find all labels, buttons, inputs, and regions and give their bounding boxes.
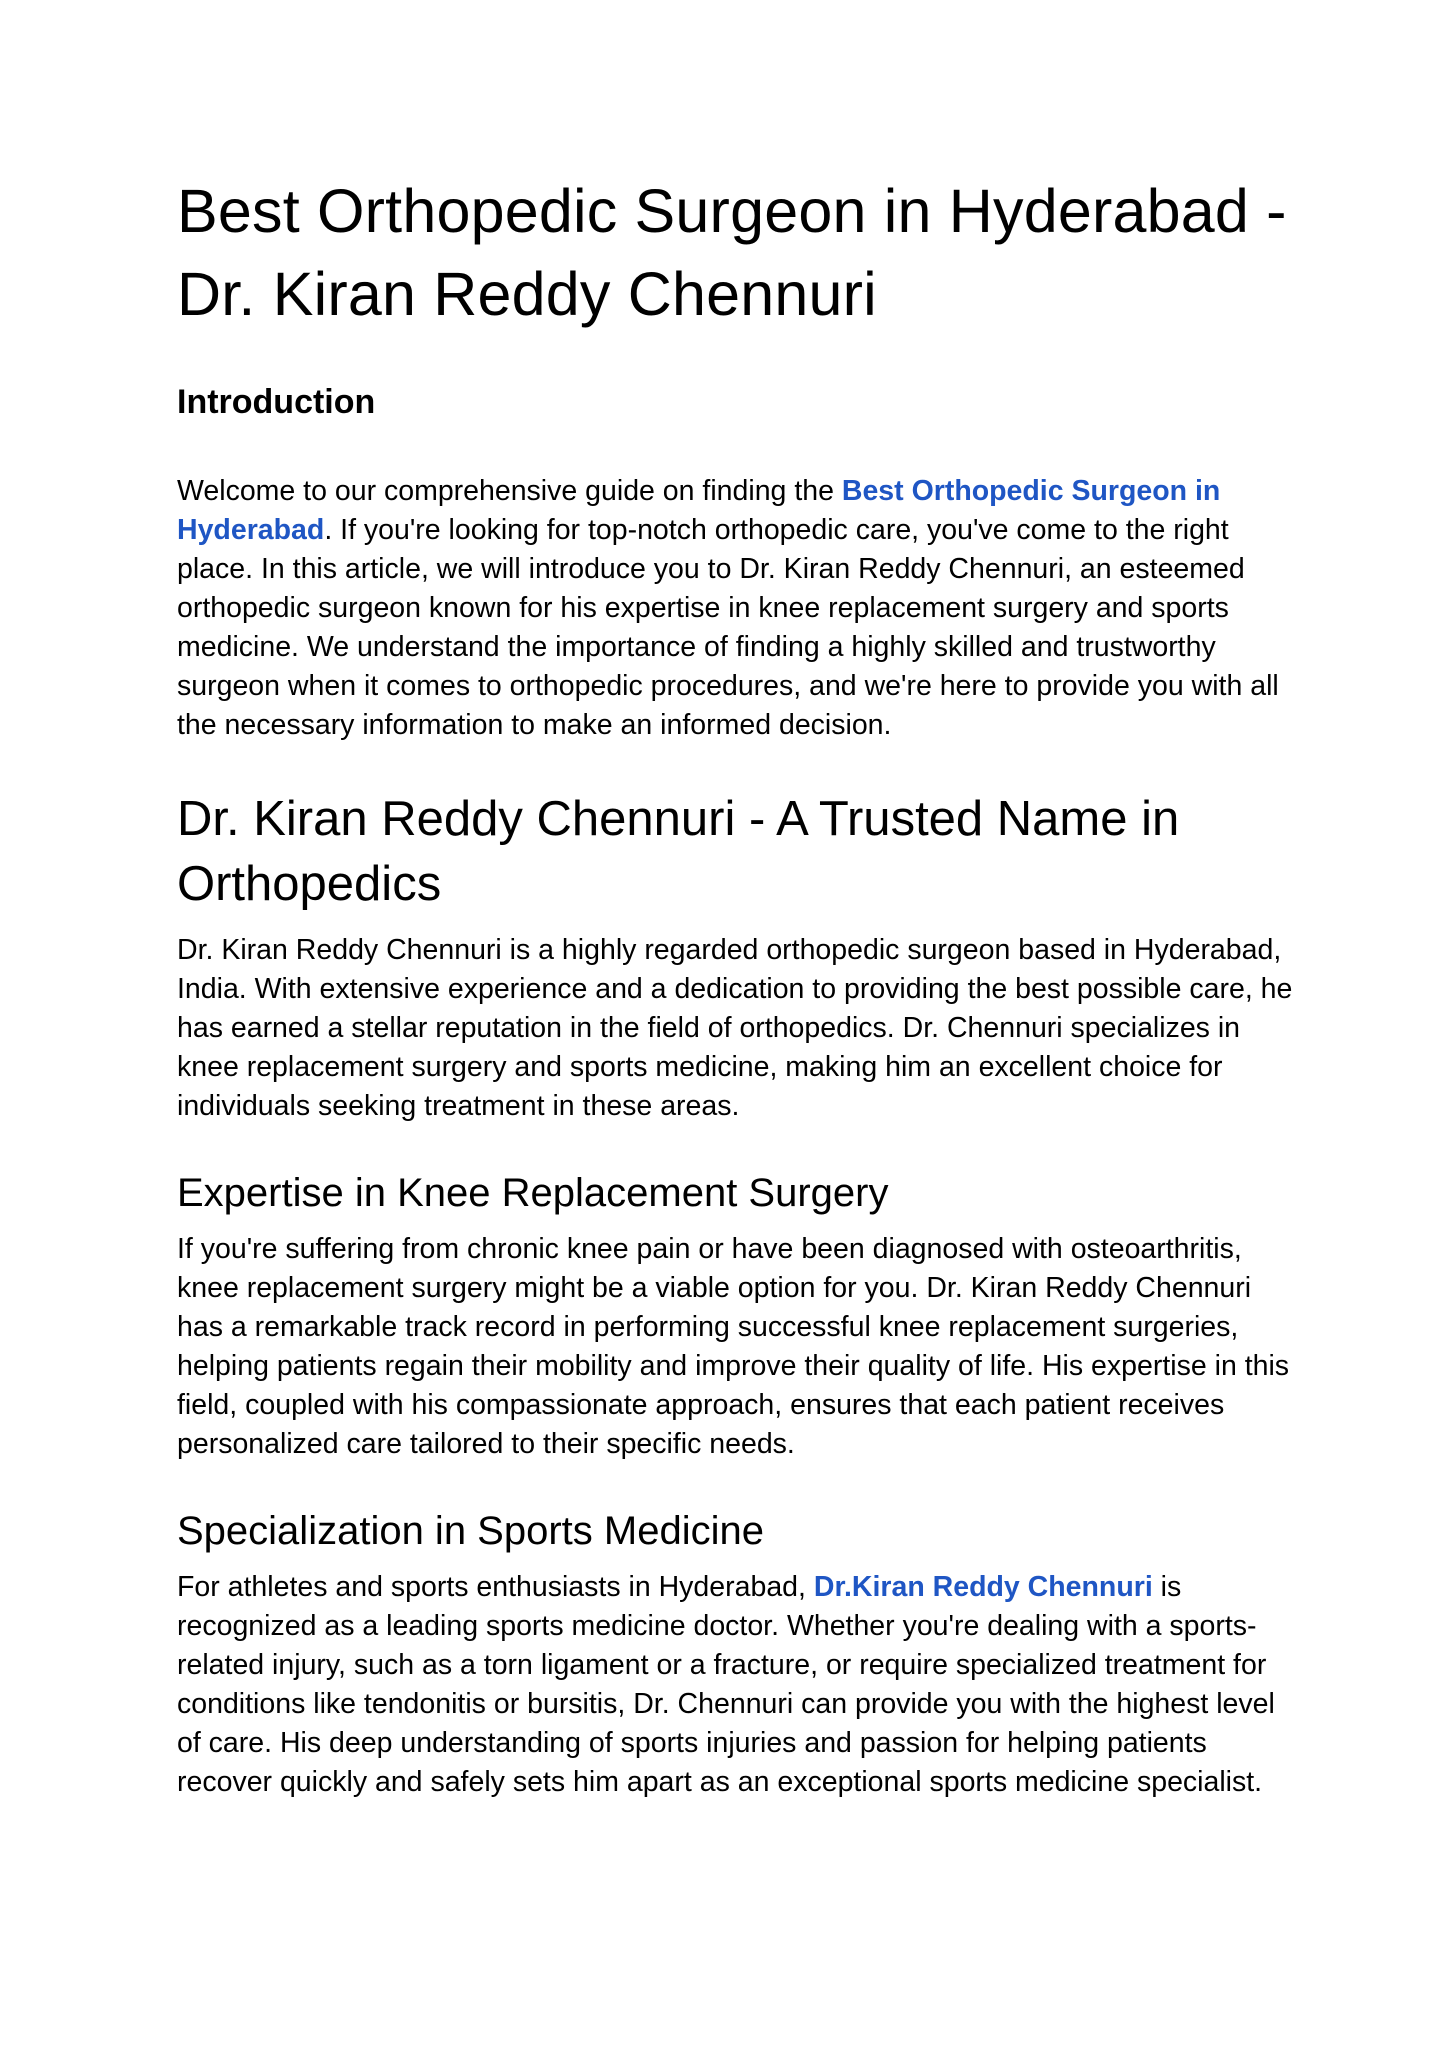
knee-replacement-paragraph: If you're suffering from chronic knee pain or have been diagnosed with osteoarthritis, knee replacement surgery might be a viable option for you. Dr. Kiran Reddy Chennuri has a remarkable track record in performing successful knee replacement surgeries, helping patients regain their mobility and improve their quality of life. His expertise in this field, coupled with his compassionate approach, ensures that each patient receives personalized care tailored to their specific needs. <box>177 1233 1290 1460</box>
best-orthopedic-surgeon-link[interactable]: Best Orthopedic Surgeon in Hyderabad <box>177 475 1221 546</box>
document-page <box>177 170 1297 1802</box>
sports-medicine-heading: Specialization in Sports Medicine <box>177 1509 764 1553</box>
trusted-name-heading: Dr. Kiran Reddy Chennuri - A Trusted Name in Orthopedics <box>177 792 1180 911</box>
sports-medicine-paragraph <box>177 1568 1297 1802</box>
trusted-name-paragraph: Dr. Kiran Reddy Chennuri is a highly regarded orthopedic surgeon based in Hyderabad, India. With extensive experience and a dedication to providing the best possible care, he has earned a stellar reputation in the field of orthopedics. Dr. Chennuri specializes in knee replacement surgery and sports medicine, making him an excellent choice for individuals seeking treatment in these areas. <box>177 934 1293 1122</box>
introduction-text-start: Welcome to our comprehensive guide on finding the <box>177 475 842 507</box>
sports-text-end: is recognized as a leading sports medicine doctor. Whether you're dealing with a sports-related injury, such as a torn ligament or a fracture, or require specialized treatment for conditions like tendonitis or bursitis, Dr. Chennuri can provide you with the highest level of care. His deep understanding of sports injuries and passion for helping patients recover quickly and safely sets him apart as an exceptional sports medicine specialist. <box>177 1571 1275 1798</box>
introduction-text-end: . If you're looking for top-notch orthopedic care, you've come to the right place. In this article, we will introduce you to Dr. Kiran Reddy Chennuri, an esteemed orthopedic surgeon known for his expertise in knee replacement surgery and sports medicine. We understand the importance of finding a highly skilled and trustworthy surgeon when it comes to orthopedic procedures, and we're here to provide you with all the necessary information to make an informed decision. <box>177 514 1279 741</box>
page-title: Best Orthopedic Surgeon in Hyderabad - Dr. Kiran Reddy Chennuri <box>177 177 1287 328</box>
dr-kiran-reddy-chennuri-link[interactable]: Dr.Kiran Reddy Chennuri <box>813 1571 1153 1603</box>
knee-replacement-heading: Expertise in Knee Replacement Surgery <box>177 1171 889 1215</box>
introduction-heading: Introduction <box>177 383 376 421</box>
sports-text-start: For athletes and sports enthusiasts in Hyderabad, <box>177 1571 814 1603</box>
introduction-paragraph <box>177 472 1297 745</box>
